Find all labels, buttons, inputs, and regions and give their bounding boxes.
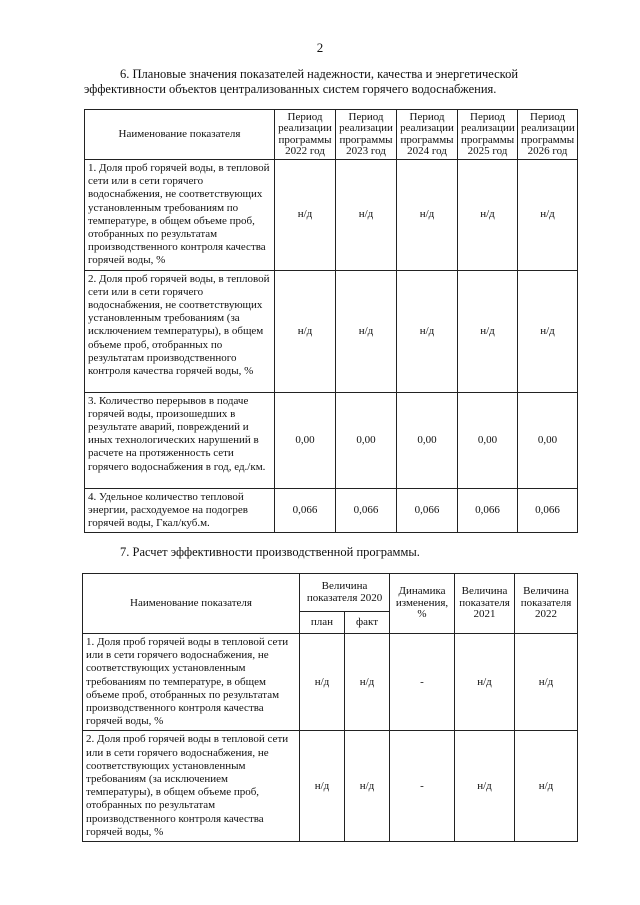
column-header-dynamics: Динамика изменения, % [390, 574, 455, 634]
table-header-row [83, 574, 578, 612]
table-header-row [85, 110, 578, 160]
page-number: 2 [316, 40, 324, 55]
indicator-value: н/д [336, 270, 397, 392]
column-header-period: Период реализации программы 2023 год [336, 110, 397, 160]
indicator-name: 3. Количество перерывов в подаче горячей воды, произошедших в результате аварий, повреждений и иных технологических нарушений в расчете на протяженность сети горячего водоснабжения в год, ед./км. [85, 392, 275, 488]
indicator-value: н/д [458, 270, 518, 392]
indicator-name: 2. Доля проб горячей воды, в тепловой сети или в сети горячего водоснабжения, не соответствующих установленным требованиям (за исключением температуры), в общем объеме проб, отобранных по результатам производственного контроля качества горячей воды, % [85, 270, 275, 392]
indicator-value: 0,00 [397, 392, 458, 488]
indicator-value: н/д [397, 160, 458, 271]
table-row [85, 160, 578, 271]
indicator-value: н/д [275, 160, 336, 271]
indicator-name: 2. Доля проб горячей воды в тепловой сети или в сети горячего водоснабжения, не соответствующих установленным требованиям (за исключением температуры), в общем объеме проб, отобранных по результатам производственного контроля качества горячей воды, % [83, 731, 300, 842]
table-row [83, 634, 578, 731]
plan-value: н/д [300, 634, 345, 731]
fact-value: н/д [345, 731, 390, 842]
column-header-period: Период реализации программы 2025 год [458, 110, 518, 160]
table-row [83, 731, 578, 842]
indicator-value: н/д [336, 160, 397, 271]
indicator-value: 0,00 [336, 392, 397, 488]
table-row [85, 488, 578, 533]
column-header-name: Наименование показателя [83, 574, 300, 634]
planned-indicators-table [84, 109, 578, 533]
indicator-value: 0,066 [458, 488, 518, 533]
column-header-name: Наименование показателя [85, 110, 275, 160]
value-2022: н/д [515, 634, 578, 731]
table-row [85, 270, 578, 392]
value-2021: н/д [455, 634, 515, 731]
efficiency-table [82, 573, 578, 842]
value-2021: н/д [455, 731, 515, 842]
column-header-fact: факт [345, 612, 390, 634]
indicator-value: 0,00 [518, 392, 578, 488]
fact-value: н/д [345, 634, 390, 731]
indicator-value: 0,00 [275, 392, 336, 488]
indicator-value: 0,066 [518, 488, 578, 533]
column-header-period: Период реализации программы 2026 год [518, 110, 578, 160]
table-row [85, 392, 578, 488]
indicator-name: 1. Доля проб горячей воды в тепловой сети или в сети горячего водоснабжения, не соответствующих установленным требованиям по температуре, в общем объеме проб, отобранных по результатам производственного контроля качества горячей воды, % [83, 634, 300, 731]
indicator-value: 0,066 [336, 488, 397, 533]
column-header-period: Период реализации программы 2024 год [397, 110, 458, 160]
section-6-heading [84, 67, 577, 97]
dynamics-value: - [390, 634, 455, 731]
dynamics-value: - [390, 731, 455, 842]
indicator-value: н/д [275, 270, 336, 392]
indicator-value: н/д [518, 160, 578, 271]
indicator-name: 4. Удельное количество тепловой энергии, расходуемое на подогрев горячей воды, Гкал/куб.м. [85, 488, 275, 533]
section-6-heading-line1: 6. Плановые значения показателей надежности, качества и энергетической [120, 67, 519, 81]
indicator-value: н/д [458, 160, 518, 271]
column-header-value-2021: Величина показателя 2021 [455, 574, 515, 634]
section-6-heading-line2: эффективности объектов централизованных систем горячего водоснабжения. [84, 82, 497, 96]
column-header-value-2022: Величина показателя 2022 [515, 574, 578, 634]
indicator-name: 1. Доля проб горячей воды, в тепловой сети или в сети горячего водоснабжения, не соответствующих установленным требованиям по температуре, в общем объеме проб, отобранных по результатам производственного контроля качества горячей воды, % [85, 160, 275, 271]
indicator-value: н/д [397, 270, 458, 392]
plan-value: н/д [300, 731, 345, 842]
indicator-value: н/д [518, 270, 578, 392]
column-header-value-2020: Величина показателя 2020 [300, 574, 390, 612]
column-header-period: Период реализации программы 2022 год [275, 110, 336, 160]
indicator-value: 0,066 [397, 488, 458, 533]
value-2022: н/д [515, 731, 578, 842]
indicator-value: 0,00 [458, 392, 518, 488]
indicator-value: 0,066 [275, 488, 336, 533]
column-header-plan: план [300, 612, 345, 634]
section-7-heading: 7. Расчет эффективности производственной программы. [120, 545, 420, 559]
